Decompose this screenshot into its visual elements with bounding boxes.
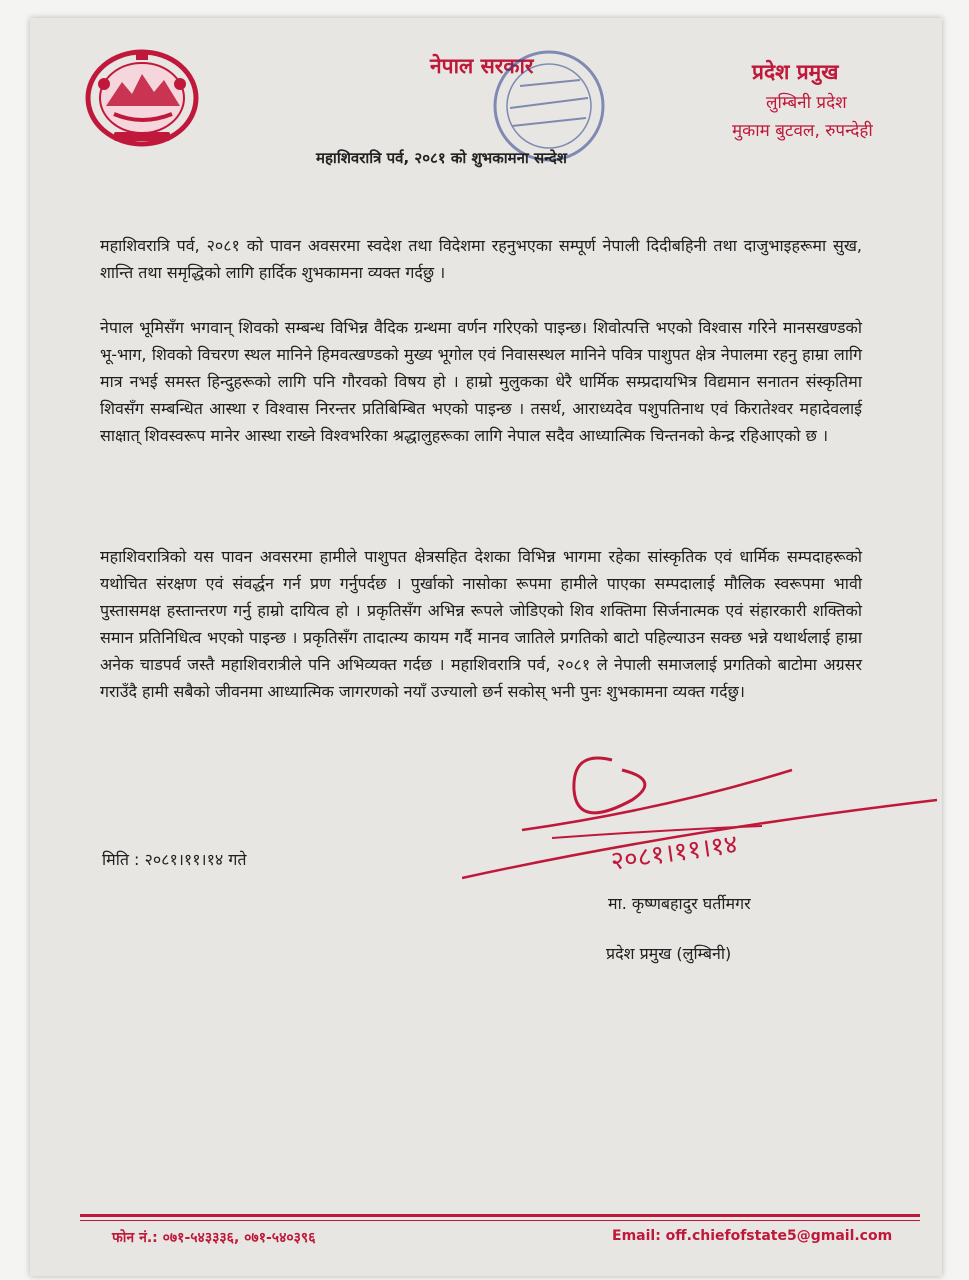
signatory-title: प्रदेश प्रमुख (लुम्बिनी) [606,944,732,963]
footer-email[interactable]: Email: off.chiefofstate5@gmail.com [612,1228,893,1244]
government-name: नेपाल सरकार [430,54,534,78]
handwritten-signature [462,740,942,890]
paragraph-shiva-nepal: नेपाल भूमिसँग भगवान् शिवको सम्बन्ध विभिन्न वैदिक ग्रन्थमा वर्णन गरिएको पाइन्छ। शिवोत्पत्ति भएको विश्वास गरिने मानसखण्डको भू-भाग, शिवको विचरण स्थल मानिने हिमवत्खण्डको मुख्य भूगोल एवं निवासस्थल मानिने पवित्र पाशुपत क्षेत्र नेपालमा रहनु हाम्रा लागि मात्र नभई समस्त हिन्दुहरूको लागि पनि गौरवको विषय हो । हाम्रो मुलुकका धेरै धार्मिक सम्प्रदायभित्र विद्यमान सनातन संस्कृतिमा शिवसँग सम्बन्धित आस्था र विश्वास निरन्तर प्रतिबिम्बित भएको पाइन्छ । तसर्थ, आराध्यदेव पशुपतिनाथ एवं किरातेश्वर महादेवलाई साक्षात् शिवस्वरूप मानेर आस्था राख्ने विश्वभरिका श्रद्धालुहरूका लागि नेपाल सदैव आध्यात्मिक चिन्तनको केन्द्र रहिआएको छ । [100,318,862,445]
office-title: प्रदेश प्रमुख [752,60,839,84]
office-province: लुम्बिनी प्रदेश [766,93,847,113]
paragraph-greeting: महाशिवरात्रि पर्व, २०८१ को पावन अवसरमा स्वदेश तथा विदेशमा रहनुभएका सम्पूर्ण नेपाली दिदीबहिनी तथा दाजुभाइहरूमा सुख, शान्ति तथा समृद्धिको लागि हार्दिक शुभकामना व्यक्त गर्दछु । [100,236,862,282]
footer-divider [80,1214,920,1217]
letter-date: मिति : २०८१।११।१४ गते [102,850,247,869]
signatory-name: मा. कृष्णबहादुर घर्तीमगर [608,894,751,913]
nepal-emblem-icon [84,44,200,148]
office-location: मुकाम बुटवल, रुपन्देही [732,121,873,141]
paragraph-heritage: महाशिवरात्रिको यस पावन अवसरमा हामीले पाशुपत क्षेत्रसहित देशका विभिन्न भागमा रहेका सांस्कृतिक एवं धार्मिक सम्पदाहरूको यथोचित संरक्षण एवं संवर्द्धन गर्न प्रण गर्नुपर्दछ । पुर्खाको नासोका रूपमा हामीले पाएका सम्पदालाई मौलिक स्वरूपमा भावी पुस्तासमक्ष हस्तान्तरण गर्नु हाम्रो दायित्व हो । प्रकृतिसँग अभिन्न रूपले जोडिएको शिव शक्तिमा सिर्जनात्मक एवं संहारकारी शक्तिको समान प्रतिनिधित्व भएको पाइन्छ । प्रकृतिसँग तादात्म्य कायम गर्दै मानव जातिले प्रगतिको बाटो पहिल्याउन सक्छ भन्ने यथार्थलाई हाम्रा अनेक चाडपर्व जस्तै महाशिवरात्रीले पनि अभिव्यक्त गर्दछ । महाशिवरात्रि पर्व, २०८१ ले नेपाली समाजलाई प्रगतिको बाटोमा अग्रसर गराउँदै हामी सबैको जीवनमा आध्यात्मिक जागरणको नयाँ उज्यालो छर्न सकोस् भनी पुनः शुभकामना व्यक्त गर्दछु। [100,547,862,701]
footer-phone: फोन नं.: ०७१-५४३३३६, ०७१-५४०३९६ [112,1230,316,1246]
letter-subject: महाशिवरात्रि पर्व, २०८१ को शुभकामना सन्देश [316,149,567,167]
footer-divider-thin [80,1220,920,1221]
signature-date: २०८१।११।१४ [608,829,740,877]
